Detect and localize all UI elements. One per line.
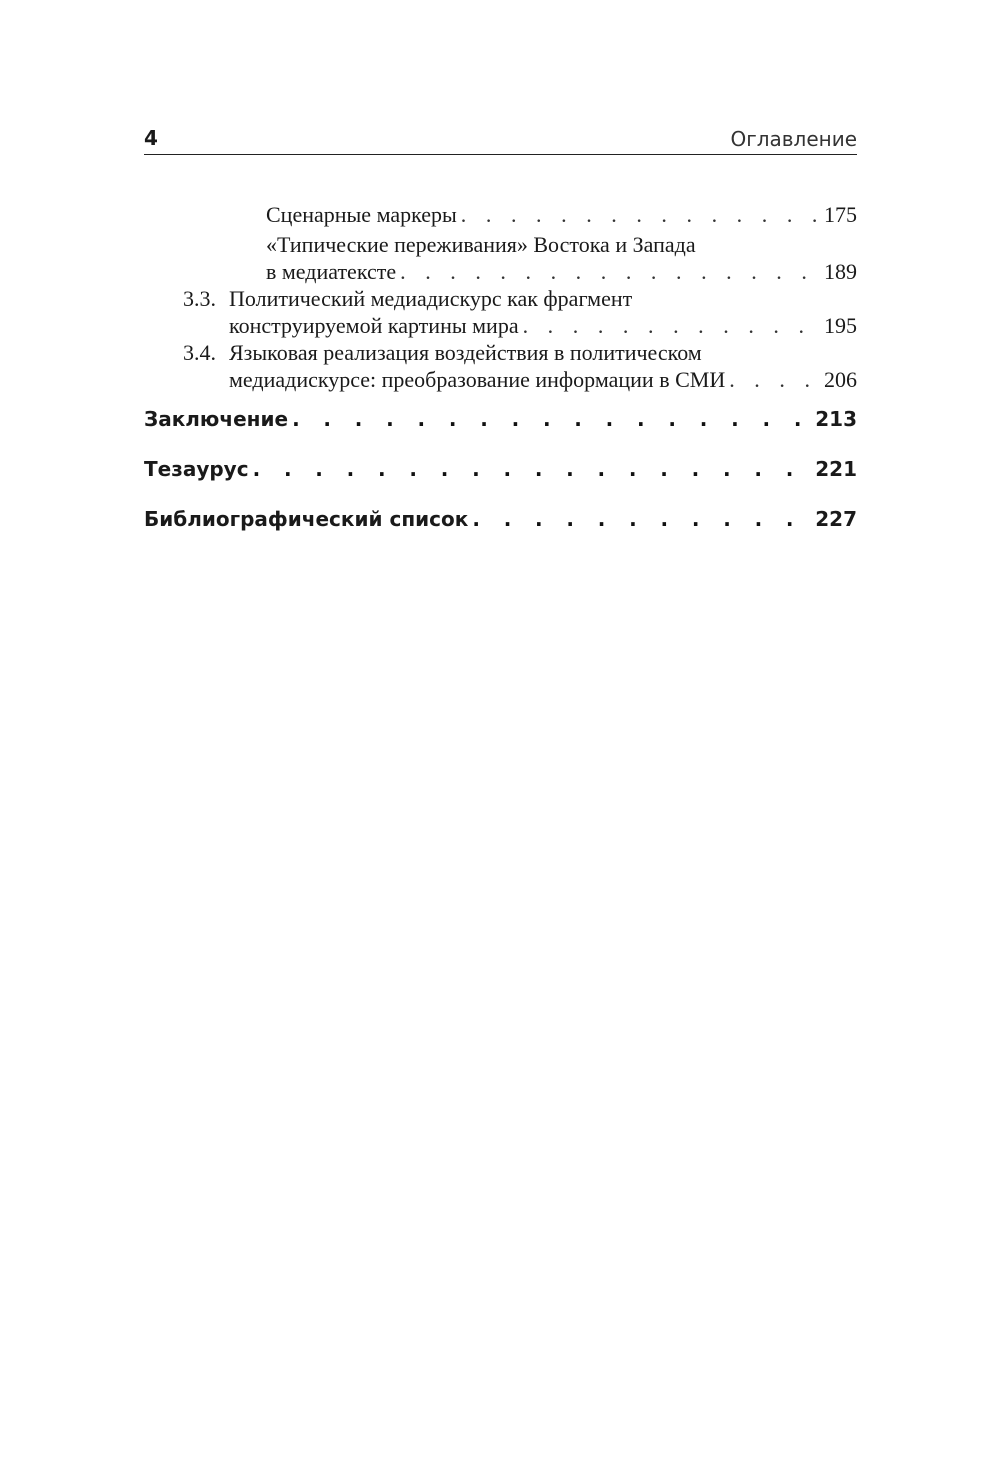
toc-page-number: 189 xyxy=(824,259,857,284)
toc-entry-title-continued: конструируемой картины мира xyxy=(229,313,519,338)
toc-entry-thesaurus[interactable] xyxy=(144,457,857,481)
toc-page-number: 221 xyxy=(815,457,857,481)
toc-page-number: 206 xyxy=(824,367,857,392)
leader-dots xyxy=(292,407,811,431)
toc-entry-title-continued: медиадискурсе: преобразование информации в СМИ xyxy=(229,367,726,392)
leader-dots xyxy=(253,457,812,481)
toc-entry-title: «Типические переживания» Востока и Запада xyxy=(266,232,696,257)
toc-entry-title: Заключение xyxy=(144,407,289,431)
toc-entry-title: Языковая реализация воздействия в политическом xyxy=(229,340,702,365)
toc-entry-title: Библиографический список xyxy=(144,507,469,531)
toc-entry-3-4-line1[interactable] xyxy=(229,340,857,366)
leader-dots xyxy=(400,259,820,285)
toc-entry-bibliography[interactable] xyxy=(144,507,857,531)
toc-entry-title-continued: в медиатексте xyxy=(266,259,397,284)
toc-entry-conclusion[interactable] xyxy=(144,407,857,431)
page-number: 4 xyxy=(144,126,158,150)
toc-entry-3-4-line2[interactable] xyxy=(229,367,857,393)
leader-dots xyxy=(523,313,820,339)
toc-entry-typical-experiences-line2[interactable] xyxy=(266,259,857,285)
toc-entry-3-3-line1[interactable] xyxy=(229,286,857,312)
toc-entry-scenario-markers[interactable] xyxy=(266,202,857,228)
toc-page-number: 195 xyxy=(824,313,857,338)
running-header xyxy=(144,124,857,155)
section-number-3-3: 3.3. xyxy=(183,286,216,311)
toc-page-number: 213 xyxy=(815,407,857,431)
toc-entry-typical-experiences-line1[interactable] xyxy=(266,232,857,258)
toc-entry-title: Сценарные маркеры xyxy=(266,202,457,227)
section-number-3-4: 3.4. xyxy=(183,340,216,365)
running-title: Оглавление xyxy=(730,127,857,151)
leader-dots xyxy=(461,202,820,228)
leader-dots xyxy=(472,507,811,531)
toc-entry-3-3-line2[interactable] xyxy=(229,313,857,339)
toc-page-number: 175 xyxy=(824,202,857,227)
toc-page-number: 227 xyxy=(815,507,857,531)
leader-dots xyxy=(729,367,820,393)
toc-entry-title: Тезаурус xyxy=(144,457,249,481)
toc-entry-title: Политический медиадискурс как фрагмент xyxy=(229,286,633,311)
